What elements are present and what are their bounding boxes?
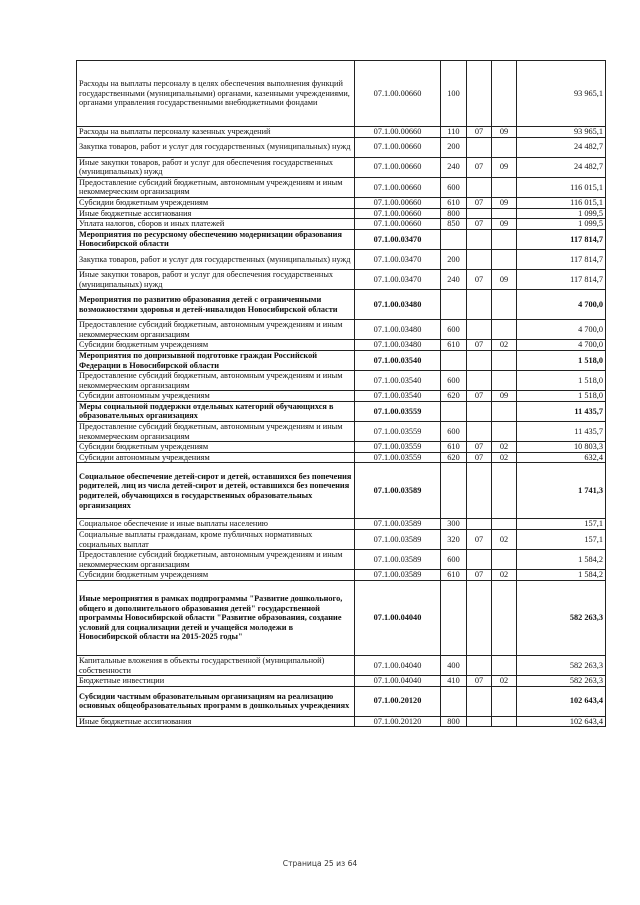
cell-sum: 157,1 bbox=[517, 519, 606, 530]
page-number: Страница 25 из 64 bbox=[282, 859, 358, 868]
cell-vr: 410 bbox=[441, 676, 467, 687]
cell-rz bbox=[467, 656, 492, 676]
cell-name: Капитальные вложения в объекты государственной (муниципальной) собственности bbox=[77, 656, 355, 676]
cell-pr bbox=[492, 61, 517, 127]
cell-rz: 07 bbox=[467, 676, 492, 687]
cell-name: Субсидии бюджетным учреждениям bbox=[77, 442, 355, 453]
cell-name: Субсидии бюджетным учреждениям bbox=[77, 570, 355, 581]
cell-sum: 632,4 bbox=[517, 452, 606, 463]
budget-table-body bbox=[77, 61, 606, 727]
cell-rz: 07 bbox=[467, 340, 492, 351]
cell-pr bbox=[492, 550, 517, 570]
cell-rz bbox=[467, 422, 492, 442]
table-row bbox=[77, 581, 606, 656]
cell-pr bbox=[492, 229, 517, 249]
cell-code: 07.1.00.03540 bbox=[355, 391, 441, 402]
cell-pr bbox=[492, 581, 517, 656]
cell-vr bbox=[441, 686, 467, 716]
cell-code: 07.1.00.03589 bbox=[355, 519, 441, 530]
cell-vr: 610 bbox=[441, 570, 467, 581]
cell-sum: 117 814,7 bbox=[517, 249, 606, 269]
cell-code: 07.1.00.03559 bbox=[355, 442, 441, 453]
cell-pr bbox=[492, 177, 517, 197]
cell-code: 07.1.00.00660 bbox=[355, 208, 441, 219]
cell-vr bbox=[441, 581, 467, 656]
cell-rz: 07 bbox=[467, 157, 492, 177]
cell-vr: 620 bbox=[441, 452, 467, 463]
cell-rz: 07 bbox=[467, 127, 492, 138]
cell-vr: 200 bbox=[441, 137, 467, 157]
cell-name: Иные закупки товаров, работ и услуг для обеспечения государственных (муниципальных) нужд bbox=[77, 157, 355, 177]
table-row bbox=[77, 519, 606, 530]
cell-pr: 02 bbox=[492, 340, 517, 351]
cell-rz bbox=[467, 350, 492, 370]
cell-vr: 800 bbox=[441, 208, 467, 219]
cell-code: 07.1.00.03480 bbox=[355, 340, 441, 351]
cell-vr: 600 bbox=[441, 320, 467, 340]
cell-pr: 09 bbox=[492, 219, 517, 230]
cell-rz: 07 bbox=[467, 391, 492, 402]
cell-vr: 110 bbox=[441, 127, 467, 138]
cell-sum: 24 482,7 bbox=[517, 137, 606, 157]
cell-sum: 4 700,0 bbox=[517, 320, 606, 340]
cell-name: Субсидии автономным учреждениям bbox=[77, 452, 355, 463]
cell-name: Субсидии бюджетным учреждениям bbox=[77, 197, 355, 208]
cell-name: Мероприятия по ресурсному обеспечению модернизации образования Новосибирской области bbox=[77, 229, 355, 249]
cell-pr: 02 bbox=[492, 676, 517, 687]
table-row bbox=[77, 371, 606, 391]
cell-sum: 93 965,1 bbox=[517, 127, 606, 138]
cell-name: Иные бюджетные ассигнования bbox=[77, 716, 355, 727]
cell-sum: 1 099,5 bbox=[517, 208, 606, 219]
cell-rz: 07 bbox=[467, 269, 492, 289]
cell-pr: 09 bbox=[492, 391, 517, 402]
cell-sum: 11 435,7 bbox=[517, 401, 606, 421]
cell-vr: 320 bbox=[441, 530, 467, 550]
table-row bbox=[77, 320, 606, 340]
cell-rz bbox=[467, 320, 492, 340]
cell-code: 07.1.00.03559 bbox=[355, 452, 441, 463]
table-row bbox=[77, 442, 606, 453]
cell-pr bbox=[492, 463, 517, 519]
cell-code: 07.1.00.03540 bbox=[355, 350, 441, 370]
cell-vr: 100 bbox=[441, 61, 467, 127]
cell-code: 07.1.00.03470 bbox=[355, 249, 441, 269]
cell-vr: 240 bbox=[441, 157, 467, 177]
table-row bbox=[77, 550, 606, 570]
cell-pr: 09 bbox=[492, 157, 517, 177]
cell-rz bbox=[467, 686, 492, 716]
cell-pr bbox=[492, 716, 517, 727]
cell-vr: 400 bbox=[441, 656, 467, 676]
cell-pr bbox=[492, 519, 517, 530]
cell-name: Социальное обеспечение и иные выплаты населению bbox=[77, 519, 355, 530]
cell-code: 07.1.00.03559 bbox=[355, 401, 441, 421]
cell-code: 07.1.00.00660 bbox=[355, 157, 441, 177]
cell-sum: 4 700,0 bbox=[517, 290, 606, 320]
cell-pr bbox=[492, 290, 517, 320]
cell-code: 07.1.00.00660 bbox=[355, 177, 441, 197]
table-row bbox=[77, 177, 606, 197]
cell-name: Расходы на выплаты персоналу казенных учреждений bbox=[77, 127, 355, 138]
cell-name: Предоставление субсидий бюджетным, автономным учреждениям и иным некоммерческим организациям bbox=[77, 371, 355, 391]
cell-rz: 07 bbox=[467, 570, 492, 581]
cell-rz bbox=[467, 208, 492, 219]
cell-name: Бюджетные инвестиции bbox=[77, 676, 355, 687]
cell-name: Мероприятия по допризывной подготовке граждан Российской Федерации в Новосибирской области bbox=[77, 350, 355, 370]
cell-code: 07.1.00.03589 bbox=[355, 550, 441, 570]
cell-vr: 200 bbox=[441, 249, 467, 269]
cell-sum: 1 741,3 bbox=[517, 463, 606, 519]
cell-rz: 07 bbox=[467, 219, 492, 230]
cell-sum: 116 015,1 bbox=[517, 197, 606, 208]
cell-code: 07.1.00.04040 bbox=[355, 656, 441, 676]
cell-vr: 600 bbox=[441, 177, 467, 197]
cell-sum: 582 263,3 bbox=[517, 581, 606, 656]
table-row bbox=[77, 452, 606, 463]
cell-name: Закупка товаров, работ и услуг для государственных (муниципальных) нужд bbox=[77, 137, 355, 157]
cell-vr: 600 bbox=[441, 422, 467, 442]
cell-sum: 4 700,0 bbox=[517, 340, 606, 351]
cell-rz bbox=[467, 716, 492, 727]
table-row bbox=[77, 530, 606, 550]
cell-code: 07.1.00.03589 bbox=[355, 530, 441, 550]
table-row bbox=[77, 340, 606, 351]
cell-vr: 620 bbox=[441, 391, 467, 402]
cell-sum: 102 643,4 bbox=[517, 686, 606, 716]
cell-pr bbox=[492, 371, 517, 391]
cell-vr bbox=[441, 290, 467, 320]
cell-name: Социальное обеспечение детей-сирот и детей, оставшихся без попечения родителей, лиц из числа детей-сирот и детей, оставшихся без попечения родителей, обучающихся в государственных образовательных организациях bbox=[77, 463, 355, 519]
table-row bbox=[77, 686, 606, 716]
cell-vr: 610 bbox=[441, 442, 467, 453]
table-row bbox=[77, 249, 606, 269]
cell-name: Иные закупки товаров, работ и услуг для обеспечения государственных (муниципальных) нужд bbox=[77, 269, 355, 289]
cell-sum: 93 965,1 bbox=[517, 61, 606, 127]
cell-pr: 02 bbox=[492, 570, 517, 581]
cell-vr bbox=[441, 350, 467, 370]
cell-sum: 24 482,7 bbox=[517, 157, 606, 177]
cell-code: 07.1.00.00660 bbox=[355, 137, 441, 157]
cell-pr bbox=[492, 656, 517, 676]
cell-code: 07.1.00.04040 bbox=[355, 581, 441, 656]
cell-pr: 09 bbox=[492, 127, 517, 138]
cell-vr: 850 bbox=[441, 219, 467, 230]
cell-code: 07.1.00.03470 bbox=[355, 229, 441, 249]
table-row bbox=[77, 716, 606, 727]
cell-sum: 1 584,2 bbox=[517, 550, 606, 570]
table-row bbox=[77, 219, 606, 230]
table-row bbox=[77, 422, 606, 442]
cell-sum: 582 263,3 bbox=[517, 656, 606, 676]
table-row bbox=[77, 676, 606, 687]
cell-name: Предоставление субсидий бюджетным, автономным учреждениям и иным некоммерческим организациям bbox=[77, 550, 355, 570]
cell-name: Предоставление субсидий бюджетным, автономным учреждениям и иным некоммерческим организациям bbox=[77, 422, 355, 442]
table-row bbox=[77, 656, 606, 676]
cell-name: Уплата налогов, сборов и иных платежей bbox=[77, 219, 355, 230]
budget-table bbox=[76, 60, 606, 727]
cell-pr bbox=[492, 686, 517, 716]
table-row bbox=[77, 391, 606, 402]
cell-rz: 07 bbox=[467, 452, 492, 463]
cell-rz bbox=[467, 550, 492, 570]
cell-code: 07.1.00.03589 bbox=[355, 570, 441, 581]
cell-name: Меры социальной поддержки отдельных категорий обучающихся в образовательных организациях bbox=[77, 401, 355, 421]
cell-rz: 07 bbox=[467, 442, 492, 453]
cell-name: Субсидии частным образовательным организациям на реализацию основных общеобразовательных программ в дошкольных учреждениях bbox=[77, 686, 355, 716]
cell-rz bbox=[467, 229, 492, 249]
table-row bbox=[77, 290, 606, 320]
cell-rz bbox=[467, 177, 492, 197]
cell-name: Предоставление субсидий бюджетным, автономным учреждениям и иным некоммерческим организациям bbox=[77, 177, 355, 197]
cell-sum: 116 015,1 bbox=[517, 177, 606, 197]
cell-sum: 10 803,3 bbox=[517, 442, 606, 453]
cell-sum: 117 814,7 bbox=[517, 229, 606, 249]
cell-code: 07.1.00.03540 bbox=[355, 371, 441, 391]
cell-vr bbox=[441, 229, 467, 249]
cell-code: 07.1.00.00660 bbox=[355, 219, 441, 230]
cell-pr: 02 bbox=[492, 442, 517, 453]
cell-sum: 117 814,7 bbox=[517, 269, 606, 289]
cell-rz: 07 bbox=[467, 530, 492, 550]
cell-pr bbox=[492, 350, 517, 370]
cell-vr: 600 bbox=[441, 550, 467, 570]
cell-vr bbox=[441, 463, 467, 519]
cell-sum: 1 518,0 bbox=[517, 371, 606, 391]
cell-vr: 610 bbox=[441, 197, 467, 208]
cell-sum: 582 263,3 bbox=[517, 676, 606, 687]
cell-vr bbox=[441, 401, 467, 421]
cell-name: Предоставление субсидий бюджетным, автономным учреждениям и иным некоммерческим организациям bbox=[77, 320, 355, 340]
cell-rz bbox=[467, 249, 492, 269]
table-row bbox=[77, 127, 606, 138]
cell-rz bbox=[467, 581, 492, 656]
table-row bbox=[77, 401, 606, 421]
cell-code: 07.1.00.00660 bbox=[355, 197, 441, 208]
cell-rz bbox=[467, 463, 492, 519]
table-row bbox=[77, 208, 606, 219]
cell-name: Субсидии бюджетным учреждениям bbox=[77, 340, 355, 351]
cell-name: Субсидии автономным учреждениям bbox=[77, 391, 355, 402]
cell-code: 07.1.00.03589 bbox=[355, 463, 441, 519]
table-row bbox=[77, 157, 606, 177]
cell-vr: 800 bbox=[441, 716, 467, 727]
cell-sum: 1 099,5 bbox=[517, 219, 606, 230]
cell-sum: 11 435,7 bbox=[517, 422, 606, 442]
cell-pr bbox=[492, 401, 517, 421]
cell-code: 07.1.00.03480 bbox=[355, 290, 441, 320]
cell-vr: 600 bbox=[441, 371, 467, 391]
cell-pr: 02 bbox=[492, 452, 517, 463]
cell-name: Иные мероприятия в рамках подпрограммы "Развитие дошкольного, общего и дополнительного образования детей" государственной программы Новосибирской области "Развитие образования, создание условий для социализации детей и учащейся молодежи в Новосибирской области на 2015-2025 годы" bbox=[77, 581, 355, 656]
cell-vr: 240 bbox=[441, 269, 467, 289]
cell-code: 07.1.00.03559 bbox=[355, 422, 441, 442]
table-row bbox=[77, 463, 606, 519]
cell-vr: 610 bbox=[441, 340, 467, 351]
cell-sum: 1 584,2 bbox=[517, 570, 606, 581]
table-row bbox=[77, 350, 606, 370]
cell-pr bbox=[492, 137, 517, 157]
table-row bbox=[77, 137, 606, 157]
cell-name: Закупка товаров, работ и услуг для государственных (муниципальных) нужд bbox=[77, 249, 355, 269]
cell-pr: 09 bbox=[492, 197, 517, 208]
cell-pr: 02 bbox=[492, 530, 517, 550]
cell-name: Социальные выплаты гражданам, кроме публичных нормативных социальных выплат bbox=[77, 530, 355, 550]
table-row bbox=[77, 229, 606, 249]
cell-rz bbox=[467, 290, 492, 320]
cell-name: Иные бюджетные ассигнования bbox=[77, 208, 355, 219]
cell-pr bbox=[492, 422, 517, 442]
table-row bbox=[77, 61, 606, 127]
cell-code: 07.1.00.03470 bbox=[355, 269, 441, 289]
cell-code: 07.1.00.00660 bbox=[355, 127, 441, 138]
cell-pr bbox=[492, 208, 517, 219]
cell-rz: 07 bbox=[467, 197, 492, 208]
cell-code: 07.1.00.04040 bbox=[355, 676, 441, 687]
cell-sum: 1 518,0 bbox=[517, 350, 606, 370]
cell-sum: 102 643,4 bbox=[517, 716, 606, 727]
cell-code: 07.1.00.03480 bbox=[355, 320, 441, 340]
cell-rz bbox=[467, 137, 492, 157]
cell-code: 07.1.00.00660 bbox=[355, 61, 441, 127]
cell-pr bbox=[492, 249, 517, 269]
table-row bbox=[77, 570, 606, 581]
cell-name: Мероприятия по развитию образования детей с ограниченными возможностями здоровья и детей-инвалидов Новосибирской области bbox=[77, 290, 355, 320]
cell-sum: 1 518,0 bbox=[517, 391, 606, 402]
cell-pr bbox=[492, 320, 517, 340]
cell-code: 07.1.00.20120 bbox=[355, 686, 441, 716]
cell-name: Расходы на выплаты персоналу в целях обеспечения выполнения функций государственными (муниципальными) органами, казенными учреждениями, органами управления государственными внебюджетными фондами bbox=[77, 61, 355, 127]
cell-rz bbox=[467, 519, 492, 530]
cell-rz bbox=[467, 371, 492, 391]
cell-rz bbox=[467, 401, 492, 421]
table-row bbox=[77, 269, 606, 289]
cell-vr: 300 bbox=[441, 519, 467, 530]
cell-code: 07.1.00.20120 bbox=[355, 716, 441, 727]
cell-pr: 09 bbox=[492, 269, 517, 289]
cell-sum: 157,1 bbox=[517, 530, 606, 550]
cell-rz bbox=[467, 61, 492, 127]
table-row bbox=[77, 197, 606, 208]
